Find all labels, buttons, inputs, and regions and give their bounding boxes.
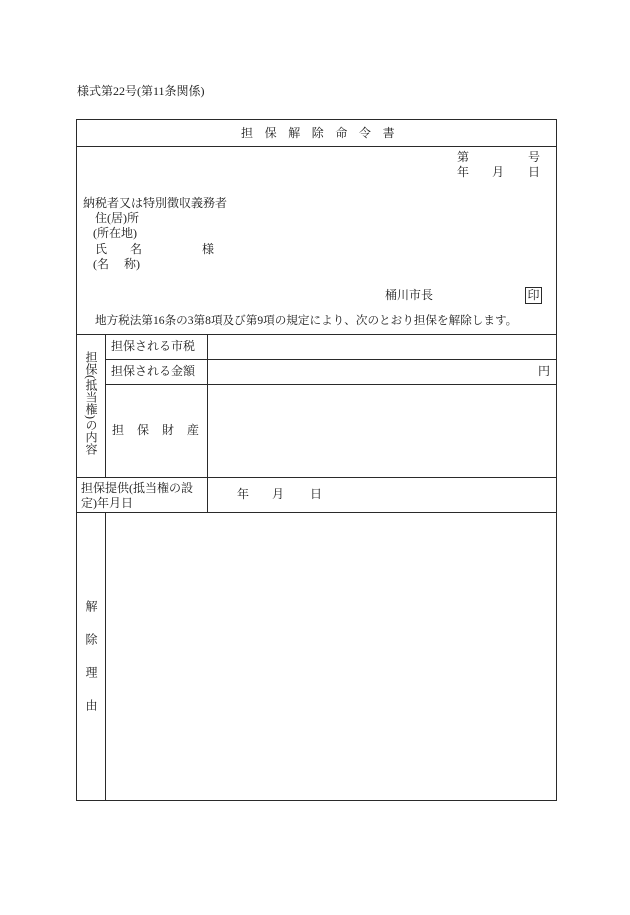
document-number-prefix: 第 (457, 150, 470, 164)
issuer-title: 桶川市長 (385, 288, 434, 302)
issue-date-year: 年 (457, 165, 470, 179)
collateral-date-year: 年 (237, 487, 250, 501)
corporate-name-label-second: 称) (124, 257, 140, 271)
form-number: 様式第22号(第11条関係) (77, 84, 205, 98)
title-row-divider (76, 146, 557, 147)
document-number-suffix: 号 (528, 150, 541, 164)
name-label-second: 名 (130, 242, 143, 256)
date-row-divider (76, 512, 557, 513)
collateral-section-label: 担保(抵当権)の内容 (84, 351, 98, 455)
collateral-date-label-line-2: 定)年月日 (81, 496, 133, 510)
tax-row-divider (105, 359, 557, 360)
form-table-border (76, 119, 557, 801)
release-statement: 地方税法第16条の3第8項及び第9項の規定により、次のとおり担保を解除します。 (95, 314, 518, 327)
honorific: 様 (202, 242, 215, 256)
corporate-name-label-first: (名 (93, 257, 109, 271)
issue-date-month: 月 (492, 165, 505, 179)
name-label-first: 氏 (95, 242, 108, 256)
reason-label-column-rule (105, 512, 106, 800)
amount-unit: 円 (538, 364, 551, 378)
secured-amount-label: 担保される金額 (111, 364, 196, 378)
address-label: 住(居)所 (95, 211, 139, 225)
collateral-label-column-rule (105, 334, 106, 477)
location-label: (所在地) (93, 226, 137, 240)
recipient-heading: 納税者又は特別徴収義務者 (83, 196, 228, 210)
amount-row-divider (105, 384, 557, 385)
secured-tax-label: 担保される市税 (111, 339, 196, 353)
collateral-date-month: 月 (272, 487, 285, 501)
issue-date-day: 日 (528, 165, 541, 179)
collateral-date-label-line-1: 担保提供(抵当権の設 (81, 481, 193, 495)
form-title: 担保解除命令書 (241, 126, 407, 140)
collateral-date-day: 日 (310, 487, 323, 501)
collateral-property-label: 担保財産 (112, 423, 213, 437)
collateral-section-top-rule (76, 334, 557, 335)
seal-stamp-box: 印 (525, 287, 542, 304)
release-reason-label: 解除理由 (84, 600, 98, 732)
collateral-section-bottom-rule (76, 477, 557, 478)
